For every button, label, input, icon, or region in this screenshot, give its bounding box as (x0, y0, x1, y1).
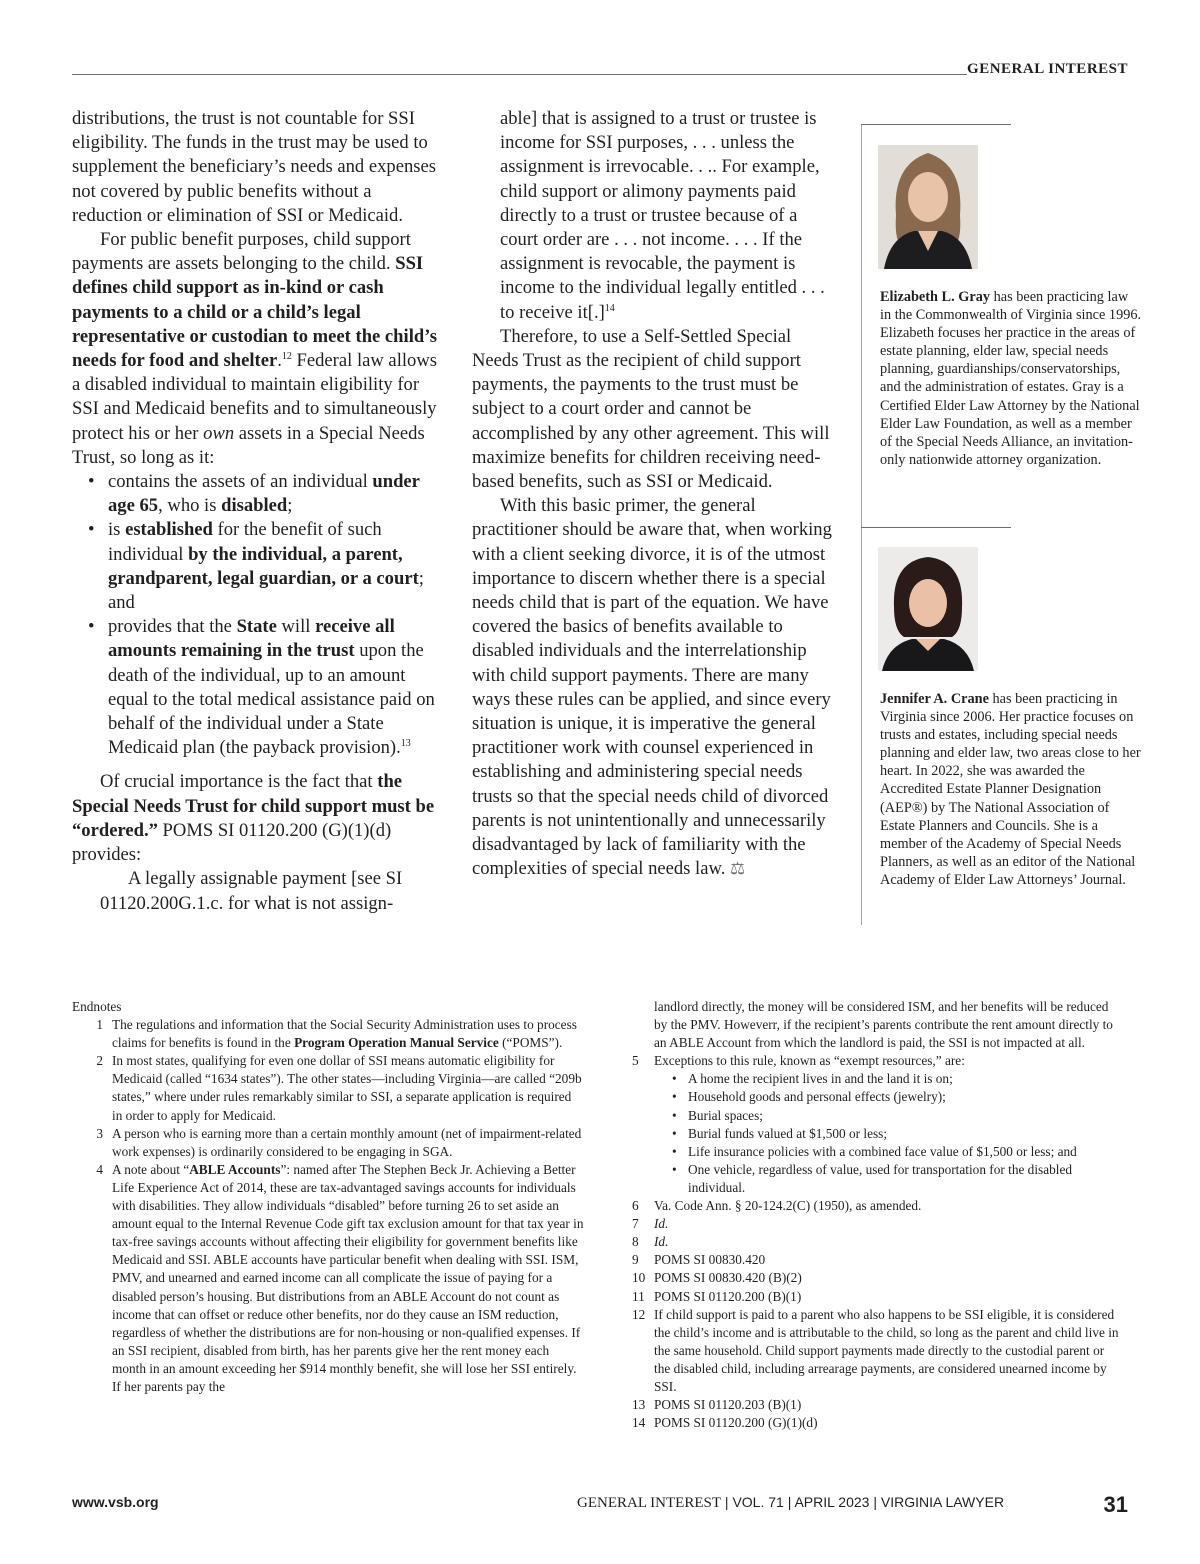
endnote: 1 The regulations and information that the Social Security Administration uses to process claims for benefits is found in the Program Operation Manual Service (“POMS”). (96, 1017, 577, 1051)
bio-top-rule (861, 124, 1011, 125)
endnote: 12 If child support is paid to a parent who also happens to be SSI eligible, it is considered the child’s income and is attributable to the child, so long as the parent and child live in the same household. Child support payments made directly to the custodial parent or the disabled child, including arrearage payments, are considered unearned income by SSI. (632, 1306, 1119, 1394)
footnote-ref: 12 (281, 350, 292, 362)
endnote: 2 In most states, qualifying for even one dollar of SSI means automatic eligibility for Medicaid (called “1634 states”). The other states—including Virginia—are called “209b states,” where under rules remarkably similar to SSI, a separate application is required in order to apply for Medicaid. (96, 1053, 582, 1123)
article-column-1 (72, 107, 438, 916)
page-number: 31 (1103, 1492, 1128, 1517)
list-item: • Life insurance policies with a combined face value of $1,500 or less; and (686, 1143, 1122, 1161)
paragraph: For public benefit purposes, child support payments are assets belonging to the child. SSI defines child support as in-kind or cash payments to a child or a child’s legal representative or custodian to meet the child’s needs for food and shelter.$^{12}$ Federal law allows a disabled individual to maintain eligibility for SSI and Medicaid benefits and to simultaneously protect his or her own assets in a Special Needs Trust, so long as it: (72, 229, 437, 468)
website-link[interactable]: www.vsb.org (72, 1494, 159, 1510)
paragraph: Of crucial importance is the fact that the Special Needs Trust for child support must be “ordered.” POMS SI 01120.200 (G)(1)(d) provides: (72, 771, 435, 866)
endnote: 7 Id. (632, 1216, 669, 1232)
footnote-ref: 13 (400, 738, 411, 750)
endnote: 10 POMS SI 00830.420 (B)(2) (632, 1270, 802, 1286)
endnote: 6 Va. Code Ann. § 20-124.2(C) (1950), as amended. (632, 1198, 922, 1214)
endnote: 9 POMS SI 00830.420 (632, 1252, 766, 1268)
paragraph: Therefore, to use a Self-Settled Special Needs Trust as the recipient of child support payments, the payments to the trust must be subject to a court order and cannot be accomplished by any other agreement. This will maximize benefits for children receiving need-based benefits, such as SSI or Medicaid. (472, 325, 830, 493)
block-quote-start: A legally assignable payment [see SI 01120.200G.1.c. for what is not assign- (100, 868, 403, 914)
author-bio-crane: Jennifer A. Crane has been practicing in Virginia since 2006. Her practice focuses on trusts and estates, including special needs planning and elder law, two areas close to her heart. In 2022, she was awarded the Accredited Estate Planner Designation (AEP®) by The National Association of Estate Planners and Councils. She is a member of the Academy of Special Needs Planners, as well as an editor of the National Academy of Elder Law Attorneys’ Journal. (880, 691, 1141, 888)
footnote-ref: 14 (604, 302, 615, 314)
list-item: • is established for the benefit of such individual by the individual, a parent, grandparent, legal guardian, or a court; and (108, 518, 438, 615)
endnotes-column-1 (72, 998, 584, 1396)
list-item: • contains the assets of an individual under age 65, who is disabled; (108, 470, 438, 518)
author-bio-gray: Elizabeth L. Gray has been practicing law in the Commonwealth of Virginia since 1996. Elizabeth focuses her practice in the areas of estate planning, elder law, special needs planning, guardianships/conservatorships, and the administration of estates. Gray is a Certified Elder Law Attorney by the National Elder Law Foundation, as well as a member of the Special Needs Alliance, an invitation-only nationwide attorney organization. (880, 289, 1142, 468)
header-rule (72, 74, 967, 75)
author-photo-gray (878, 145, 978, 269)
list-item: • Burial funds valued at $1,500 or less; (686, 1125, 1122, 1143)
list-item: • One vehicle, regardless of value, used for transportation for the disabled individual. (686, 1161, 1122, 1197)
paragraph: distributions, the trust is not countable for SSI eligibility. The funds in the trust may be used to supplement the beneficiary’s needs and expenses not covered by public benefits without a reduction or elimination of SSI or Medicaid. (72, 108, 437, 226)
sidebar-rule (861, 124, 862, 530)
publication-info: GENERAL INTEREST | VOL. 71 | APRIL 2023 | VIRGINIA LAWYER (577, 1494, 1005, 1511)
paragraph: With this basic primer, the general practitioner should be aware that, when working with a client seeking divorce, it is of the utmost importance to discern whether there is a special needs child that is part of the equation. We have covered the basics of benefits available to disabled individuals and the interrelationship with child support payments. There are many ways these rules can be applied, and since every situation is unique, it is imperative the general practitioner work with counsel experienced in establishing and administering special needs trusts so that the special needs child of divorced parents is not unintentionally and unnecessarily disadvantaged by lack of familiarity with the complexities of special needs law. ⚖ (472, 495, 832, 880)
article-column-2 (472, 107, 840, 882)
block-quote-end: able] that is assigned to a trust or trustee is income for SSI purposes, . . . unless the assignment is irrevocable. . .. For example, child support or alimony payments paid directly to a trust or trustee because of a court order are . . . not income. . . . If the assignment is revocable, the payment is income to the individual legally entitled . . . to receive it[.]$^{14}$ (500, 108, 825, 323)
sidebar-rule (861, 527, 862, 925)
list-item: • Household goods and personal effects (jewelry); (686, 1088, 1122, 1106)
scales-of-justice-icon: ⚖ (730, 859, 746, 880)
list-item: • provides that the State will receive all amounts remaining in the trust upon the death of the individual, up to an amount equal to the total medical assistance paid on behalf of the individual under a State Medicaid plan (the payback provision).$^{13}$ (108, 615, 438, 760)
list-item: • Burial spaces; (686, 1107, 1122, 1125)
endnote-continuation: landlord directly, the money will be considered ISM, and her benefits will be reduced by the PMV. Howeverr, if the recipient’s parents contribute the rent amount directly to an ABLE Account from which the landlord is paid, the SSI is not impacted at all. (654, 999, 1113, 1051)
endnote: 5 Exceptions to this rule, known as “exempt resources,” are: • A home the recipient lives in and the land it is on; • Household goods and personal effects (jewelry); • Burial spaces; • Burial funds valued at $1,500 or less; • Life insurance policies with a combined face value of $1,500 or less; and • One vehicle, regardless of value, used for transportation for the disabled individual. (632, 1052, 1122, 1197)
author-photo-crane (878, 547, 978, 671)
endnote: 3 A person who is earning more than a certain monthly amount (net of impairment-related work expenses) is ordinarily considered to be engaging in SGA. (96, 1125, 582, 1159)
endnote: 14 POMS SI 01120.200 (G)(1)(d) (632, 1415, 818, 1431)
bio-top-rule (861, 527, 1011, 528)
condition-list (72, 470, 438, 760)
endnote: 13 POMS SI 01120.203 (B)(1) (632, 1397, 802, 1413)
exempt-resources-list (654, 1070, 1122, 1197)
endnotes-title: Endnotes (72, 999, 122, 1014)
endnote: 4 A note about “ABLE Accounts”: named after The Stephen Beck Jr. Achieving a Better Life Experience Act of 2014, these are tax-advantaged savings accounts for individuals with disabilities. They allow individuals “disabled” before turning 26 to set aside an amount equal to the Internal Revenue Code gift tax exclusion amount for that tax year in tax-free savings accounts without affecting their eligibility for government benefits like Medicaid and SSI. ABLE accounts have particular benefit when dealing with SSI. ISM, PMV, and unearned and earned income can all complicate the issue of paying for a disabled person’s housing. But distributions from an ABLE Account do not count as income that can offset or reduce other benefits, nor do they cause an ISM reduction, regardless of whether the distributions are for non-housing or non-qualified expenses. If an SSI recipient, disabled from birth, has her parents give her the rent money each month in an amount exceeding her $914 monthly benefit, she will lose her SSI entirely. If her parents pay the (96, 1161, 584, 1394)
endnote: 8 Id. (632, 1234, 669, 1250)
section-header: GENERAL INTEREST (967, 61, 1128, 77)
endnotes-column-2 (632, 998, 1122, 1432)
list-item: • A home the recipient lives in and the land it is on; (686, 1070, 1122, 1088)
endnote: 11 POMS SI 01120.200 (B)(1) (632, 1288, 802, 1304)
